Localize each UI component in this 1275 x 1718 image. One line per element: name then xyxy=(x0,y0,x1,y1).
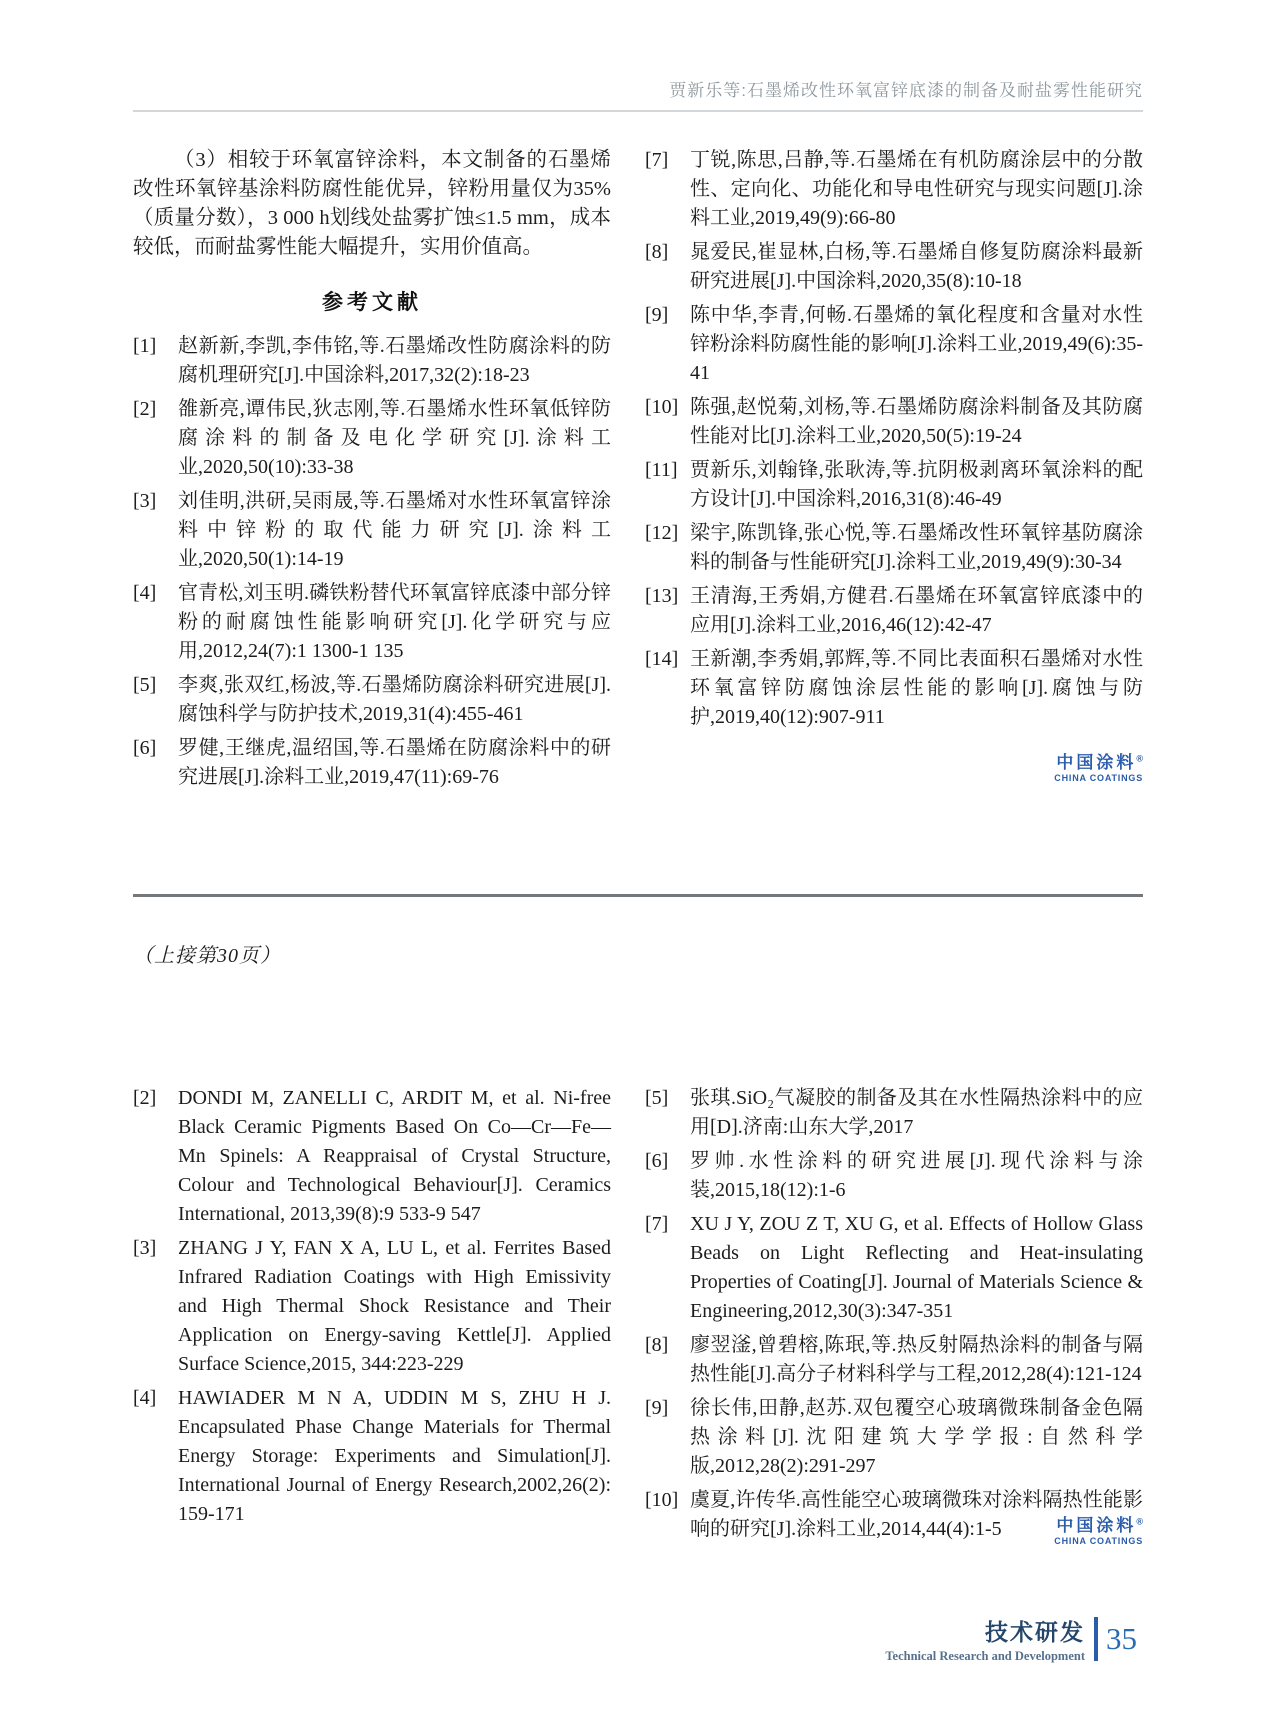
reference-label: [7] xyxy=(645,1213,669,1235)
reference-item xyxy=(645,1394,1143,1481)
reference-text: 雒新亮,谭伟民,狄志刚,等.石墨烯水性环氧低锌防腐涂料的制备及电化学研究[J].涂料工业,2020,50(10):33-38 xyxy=(178,398,611,478)
references-heading: 参考文献 xyxy=(322,291,422,314)
reference-label: [4] xyxy=(133,582,157,604)
reference-label: [13] xyxy=(645,585,679,607)
reference-text: 王新潮,李秀娟,郭辉,等.不同比表面积石墨烯对水性环氧富锌防腐蚀涂层性能的影响[J].腐蚀与防护,2019,40(12):907-911 xyxy=(690,648,1143,728)
section2-left-column xyxy=(133,1084,611,1529)
reference-text: ZHANG J Y, FAN X A, LU L, et al. Ferrites Based Infrared Radiation Coatings with High Emissivity and High Thermal Shock Resistance and Their Application on Energy-saving Kettle[J]. Applied Surface Science,2015, 344:223-229 xyxy=(178,1237,611,1375)
reference-text: 陈中华,李青,何畅.石墨烯的氧化程度和含量对水性锌粉涂料防腐性能的影响[J].涂料工业,2019,49(6):35-41 xyxy=(690,304,1143,384)
running-title: 贾新乐等:石墨烯改性环氧富锌底漆的制备及耐盐雾性能研究 xyxy=(133,0,1143,112)
reference-text: 刘佳明,洪研,吴雨晟,等.石墨烯对水性环氧富锌涂料中锌粉的取代能力研究[J].涂料工业,2020,50(1):14-19 xyxy=(178,490,611,570)
reference-text: 王清海,王秀娟,方健君.石墨烯在环氧富锌底漆中的应用[J].涂料工业,2016,46(12):42-47 xyxy=(690,585,1143,636)
reference-label: [9] xyxy=(645,1397,669,1419)
reference-item xyxy=(133,487,611,574)
reference-text: XU J Y, ZOU Z T, XU G, et al. Effects of Hollow Glass Beads on Light Reflecting and Heat-insulating Properties of Coating[J]. Journal of Materials Science & Engineering,2012,30(3):347-351 xyxy=(690,1213,1143,1322)
reference-label: [6] xyxy=(645,1150,669,1172)
reference-label: [3] xyxy=(133,1237,157,1259)
section-divider xyxy=(133,894,1143,897)
section2-right-column xyxy=(645,1084,1143,1547)
reference-text: 张琪.SiO₂气凝胶的制备及其在水性隔热涂料中的应用[D].济南:山东大学,2017 xyxy=(690,1087,1143,1138)
reference-text: 陈强,赵悦菊,刘杨,等.石墨烯防腐涂料制备及其防腐性能对比[J].涂料工业,2020,50(5):19-24 xyxy=(690,396,1143,447)
reference-text: 梁宇,陈凯锋,张心悦,等.石墨烯改性环氧锌基防腐涂料的制备与性能研究[J].涂料工业,2019,49(9):30-34 xyxy=(690,522,1143,573)
reference-label: [11] xyxy=(645,459,678,481)
section-conclusion-and-references xyxy=(133,146,1143,792)
reference-text: 廖翌滏,曾碧榕,陈珉,等.热反射隔热涂料的制备与隔热性能[J].高分子材料科学与工程,2012,28(4):121-124 xyxy=(690,1334,1143,1385)
registered-mark: ® xyxy=(1136,1516,1143,1527)
page-footer xyxy=(885,1614,1137,1664)
reference-item xyxy=(133,1234,611,1379)
reference-text: HAWIADER M N A, UDDIN M S, ZHU H J. Encapsulated Phase Change Materials for Thermal Energy Storage: Experiments and Simulation[J]. International Journal of Energy Research,2002,26(2): 159-171 xyxy=(178,1387,611,1525)
page-content xyxy=(133,0,1143,1547)
reference-text: DONDI M, ZANELLI C, ARDIT M, et al. Ni-free Black Ceramic Pigments Based On Co—Cr—Fe—Mn Spinels: A Reappraisal of Crystal Structure, Colour and Technological Behaviour[J]. Ceramics International, 2013,39(8):9 533-9 547 xyxy=(178,1087,611,1225)
reference-label: [8] xyxy=(645,241,669,263)
reference-item xyxy=(645,456,1143,514)
section1-left-column xyxy=(133,146,611,792)
reference-item xyxy=(645,1147,1143,1205)
reference-label: [10] xyxy=(645,396,679,418)
reference-text: 晁爱民,崔显林,白杨,等.石墨烯自修复防腐涂料最新研究进展[J].中国涂料,2020,35(8):10-18 xyxy=(690,241,1143,292)
conclusion-paragraph: （3）相较于环氧富锌涂料，本文制备的石墨烯改性环氧锌基涂料防腐性能优异，锌粉用量仅为35%（质量分数），3 000 h划线处盐雾扩蚀≤1.5 mm，成本较低，而耐盐雾性能大幅提升，实用价值高。 xyxy=(133,149,611,258)
reference-item xyxy=(645,1210,1143,1326)
reference-item xyxy=(133,671,611,729)
footer-section-title-en: Technical Research and Development xyxy=(885,1649,1085,1663)
reference-label: [5] xyxy=(645,1087,669,1109)
reference-label: [6] xyxy=(133,737,157,759)
reference-item xyxy=(133,734,611,792)
reference-item xyxy=(133,579,611,666)
china-coatings-logo-cn: 中国涂料® xyxy=(1056,753,1143,772)
reference-text: 徐长伟,田静,赵苏.双包覆空心玻璃微珠制备金色隔热涂料[J].沈阳建筑大学学报:自然科学版,2012,28(2):291-297 xyxy=(690,1397,1143,1477)
reference-text: 贾新乐,刘翰锋,张耿涛,等.抗阴极剥离环氧涂料的配方设计[J].中国涂料,2016,31(8):46-49 xyxy=(690,459,1143,510)
reference-item xyxy=(133,1384,611,1529)
reference-label: [3] xyxy=(133,490,157,512)
reference-text: 李爽,张双红,杨波,等.石墨烯防腐涂料研究进展[J].腐蚀科学与防护技术,2019,31(4):455-461 xyxy=(178,674,611,725)
china-coatings-logo xyxy=(645,754,1143,784)
reference-item xyxy=(645,1084,1143,1142)
reference-item xyxy=(645,238,1143,296)
reference-text: 虞夏,许传华.高性能空心玻璃微珠对涂料隔热性能影响的研究[J].涂料工业,2014,44(4):1-5 xyxy=(690,1489,1143,1540)
reference-text: 罗帅.水性涂料的研究进展[J].现代涂料与涂装,2015,18(12):1-6 xyxy=(690,1150,1143,1201)
section1-right-column xyxy=(645,146,1143,784)
reference-label: [10] xyxy=(645,1489,679,1511)
footer-divider-bar xyxy=(1094,1617,1098,1661)
reference-label: [2] xyxy=(133,1087,157,1109)
reference-text: 官青松,刘玉明.磷铁粉替代环氧富锌底漆中部分锌粉的耐腐蚀性能影响研究[J].化学研究与应用,2012,24(7):1 1300-1 135 xyxy=(178,582,611,662)
reference-label: [2] xyxy=(133,398,157,420)
reference-item xyxy=(133,395,611,482)
reference-label: [8] xyxy=(645,1334,669,1356)
reference-label: [1] xyxy=(133,335,157,357)
footer-section-title-cn: 技术研发 xyxy=(985,1619,1085,1645)
reference-text: 丁锐,陈思,吕静,等.石墨烯在有机防腐涂层中的分散性、定向化、功能化和导电性研究与现实问题[J].涂料工业,2019,49(9):66-80 xyxy=(690,149,1143,229)
footer-section-title xyxy=(885,1614,1085,1664)
reference-text: 罗健,王继虎,温绍国,等.石墨烯在防腐涂料中的研究进展[J].涂料工业,2019,47(11):69-76 xyxy=(178,737,611,788)
reference-label: [9] xyxy=(645,304,669,326)
continuation-note: （上接第30页） xyxy=(133,945,281,967)
reference-item xyxy=(645,393,1143,451)
reference-label: [14] xyxy=(645,648,679,670)
section-continued-references xyxy=(133,1084,1143,1547)
reference-label: [4] xyxy=(133,1387,157,1409)
reference-label: [7] xyxy=(645,149,669,171)
china-coatings-logo-en: CHINA COATINGS xyxy=(1054,772,1143,783)
reference-item xyxy=(645,582,1143,640)
reference-item xyxy=(645,519,1143,577)
reference-item xyxy=(645,1331,1143,1389)
reference-item xyxy=(133,332,611,390)
reference-item xyxy=(645,146,1143,233)
reference-item xyxy=(645,301,1143,388)
china-coatings-logo-en: CHINA COATINGS xyxy=(1054,1535,1143,1546)
registered-mark: ® xyxy=(1136,753,1143,764)
reference-item xyxy=(645,645,1143,732)
china-coatings-logo-cn: 中国涂料® xyxy=(1056,1516,1143,1535)
reference-label: [12] xyxy=(645,522,679,544)
reference-text: 赵新新,李凯,李伟铭,等.石墨烯改性防腐涂料的防腐机理研究[J].中国涂料,2017,32(2):18-23 xyxy=(178,335,611,386)
reference-item xyxy=(133,1084,611,1229)
reference-label: [5] xyxy=(133,674,157,696)
footer-page-number: 35 xyxy=(1106,1621,1137,1656)
